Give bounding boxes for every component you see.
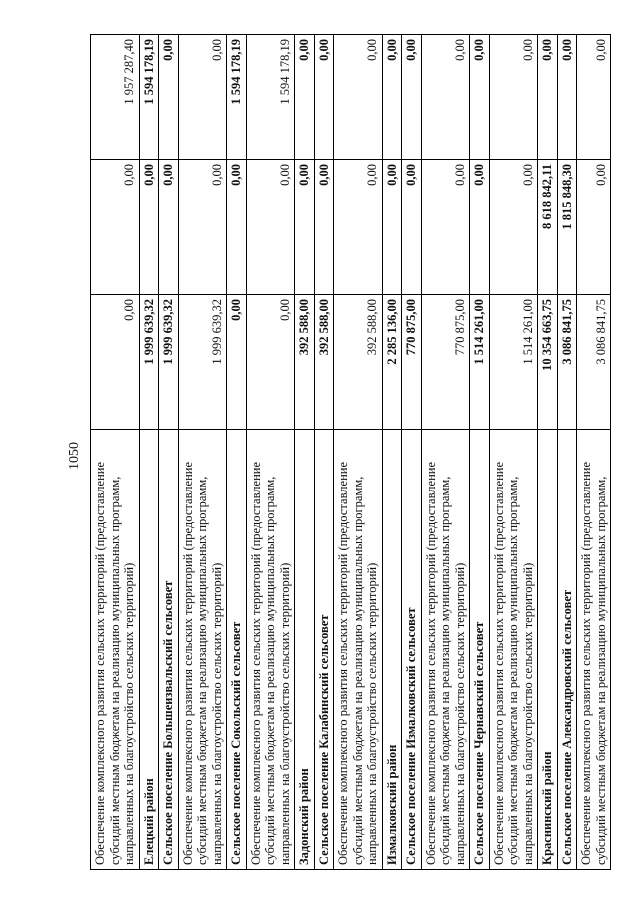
- table-row: [91, 35, 140, 870]
- row-name-cell: Задонский район: [295, 430, 315, 870]
- value-cell-3: 0,00: [178, 35, 227, 160]
- table-row: [178, 35, 227, 870]
- table-row: [402, 35, 422, 870]
- value-cell-1: 392 588,00: [334, 295, 383, 430]
- row-name-cell: Краснинский район: [538, 430, 558, 870]
- table-row: [314, 35, 334, 870]
- value-cell-1: 0,00: [227, 295, 247, 430]
- value-cell-3: 1 594 178,19: [227, 35, 247, 160]
- row-name-cell: Обеспечение комплексного развития сельских территорий (предоставление субсидий местным бюджетам на реализацию муниципальных программ, направленных на благоустройство сельских территорий): [91, 430, 140, 870]
- page-number: 1050: [67, 442, 82, 470]
- table-row: [334, 35, 383, 870]
- value-cell-2: 0,00: [159, 160, 179, 295]
- value-cell-3: 0,00: [402, 35, 422, 160]
- value-cell-1: 2 285 136,00: [382, 295, 402, 430]
- row-name-cell: Сельское поселение Большеизвальский сельсовет: [159, 430, 179, 870]
- value-cell-3: 0,00: [470, 35, 490, 160]
- value-cell-3: 0,00: [577, 35, 611, 160]
- table-row: [557, 35, 577, 870]
- value-cell-1: 1 514 261,00: [470, 295, 490, 430]
- table-row: [139, 35, 159, 870]
- value-cell-1: 770 875,00: [402, 295, 422, 430]
- row-name-cell: Сельское поселение Чернавский сельсовет: [470, 430, 490, 870]
- value-cell-2: 0,00: [334, 160, 383, 295]
- value-cell-1: 3 086 841,75: [557, 295, 577, 430]
- value-cell-3: 0,00: [159, 35, 179, 160]
- row-name-cell: Обеспечение комплексного развития сельских территорий (предоставление субсидий местным бюджетам на реализацию муниципальных программ,: [577, 430, 611, 870]
- value-cell-2: 0,00: [91, 160, 140, 295]
- value-cell-2: 0,00: [402, 160, 422, 295]
- table-row: [577, 35, 611, 870]
- row-name-cell: Обеспечение комплексного развития сельских территорий (предоставление субсидий местным бюджетам на реализацию муниципальных программ, направленных на благоустройство сельских территорий): [421, 430, 470, 870]
- table-row: [538, 35, 558, 870]
- value-cell-2: 0,00: [470, 160, 490, 295]
- value-cell-1: 0,00: [246, 295, 295, 430]
- value-cell-3: 0,00: [382, 35, 402, 160]
- value-cell-3: 0,00: [334, 35, 383, 160]
- value-cell-1: 10 354 663,75: [538, 295, 558, 430]
- row-name-cell: Обеспечение комплексного развития сельских территорий (предоставление субсидий местным бюджетам на реализацию муниципальных программ, направленных на благоустройство сельских территорий): [334, 430, 383, 870]
- value-cell-2: 0,00: [246, 160, 295, 295]
- value-cell-2: 0,00: [382, 160, 402, 295]
- value-cell-2: 0,00: [227, 160, 247, 295]
- value-cell-2: 0,00: [139, 160, 159, 295]
- row-name-cell: Измалковский район: [382, 430, 402, 870]
- value-cell-1: 1 999 639,32: [178, 295, 227, 430]
- value-cell-3: 0,00: [295, 35, 315, 160]
- table-row: [246, 35, 295, 870]
- value-cell-1: 392 588,00: [314, 295, 334, 430]
- value-cell-3: 0,00: [489, 35, 538, 160]
- table-row: [295, 35, 315, 870]
- row-name-cell: Обеспечение комплексного развития сельских территорий (предоставление субсидий местным бюджетам на реализацию муниципальных программ, направленных на благоустройство сельских территорий): [489, 430, 538, 870]
- value-cell-3: 0,00: [421, 35, 470, 160]
- value-cell-3: 1 594 178,19: [139, 35, 159, 160]
- value-cell-1: 1 999 639,32: [139, 295, 159, 430]
- value-cell-2: 0,00: [314, 160, 334, 295]
- row-name-cell: Сельское поселение Измалковский сельсовет: [402, 430, 422, 870]
- value-cell-2: 1 815 848,30: [557, 160, 577, 295]
- value-cell-2: 0,00: [577, 160, 611, 295]
- row-name-cell: Сельское поселение Александровский сельсовет: [557, 430, 577, 870]
- value-cell-2: 0,00: [489, 160, 538, 295]
- value-cell-1: 392 588,00: [295, 295, 315, 430]
- budget-table: [90, 34, 611, 870]
- row-name-cell: Обеспечение комплексного развития сельских территорий (предоставление субсидий местным бюджетам на реализацию муниципальных программ, направленных на благоустройство сельских территорий): [246, 430, 295, 870]
- value-cell-3: 1 594 178,19: [246, 35, 295, 160]
- table-row: [159, 35, 179, 870]
- value-cell-2: 8 618 842,11: [538, 160, 558, 295]
- table-row: [489, 35, 538, 870]
- value-cell-3: 0,00: [557, 35, 577, 160]
- value-cell-1: 3 086 841,75: [577, 295, 611, 430]
- table-row: [421, 35, 470, 870]
- value-cell-3: 0,00: [538, 35, 558, 160]
- row-name-cell: Елецкий район: [139, 430, 159, 870]
- value-cell-2: 0,00: [295, 160, 315, 295]
- budget-table-body: [91, 35, 611, 870]
- value-cell-1: 1 514 261,00: [489, 295, 538, 430]
- value-cell-3: 0,00: [314, 35, 334, 160]
- row-name-cell: Обеспечение комплексного развития сельских территорий (предоставление субсидий местным бюджетам на реализацию муниципальных программ, направленных на благоустройство сельских территорий): [178, 430, 227, 870]
- row-name-cell: Сельское поселение Сокольский сельсовет: [227, 430, 247, 870]
- row-name-cell: Сельское поселение Калабинский сельсовет: [314, 430, 334, 870]
- value-cell-2: 0,00: [421, 160, 470, 295]
- value-cell-2: 0,00: [178, 160, 227, 295]
- value-cell-1: 0,00: [91, 295, 140, 430]
- rotated-page: [50, 35, 630, 870]
- table-row: [227, 35, 247, 870]
- table-row: [470, 35, 490, 870]
- table-row: [382, 35, 402, 870]
- value-cell-1: 770 875,00: [421, 295, 470, 430]
- value-cell-1: 1 999 639,32: [159, 295, 179, 430]
- value-cell-3: 1 957 287,40: [91, 35, 140, 160]
